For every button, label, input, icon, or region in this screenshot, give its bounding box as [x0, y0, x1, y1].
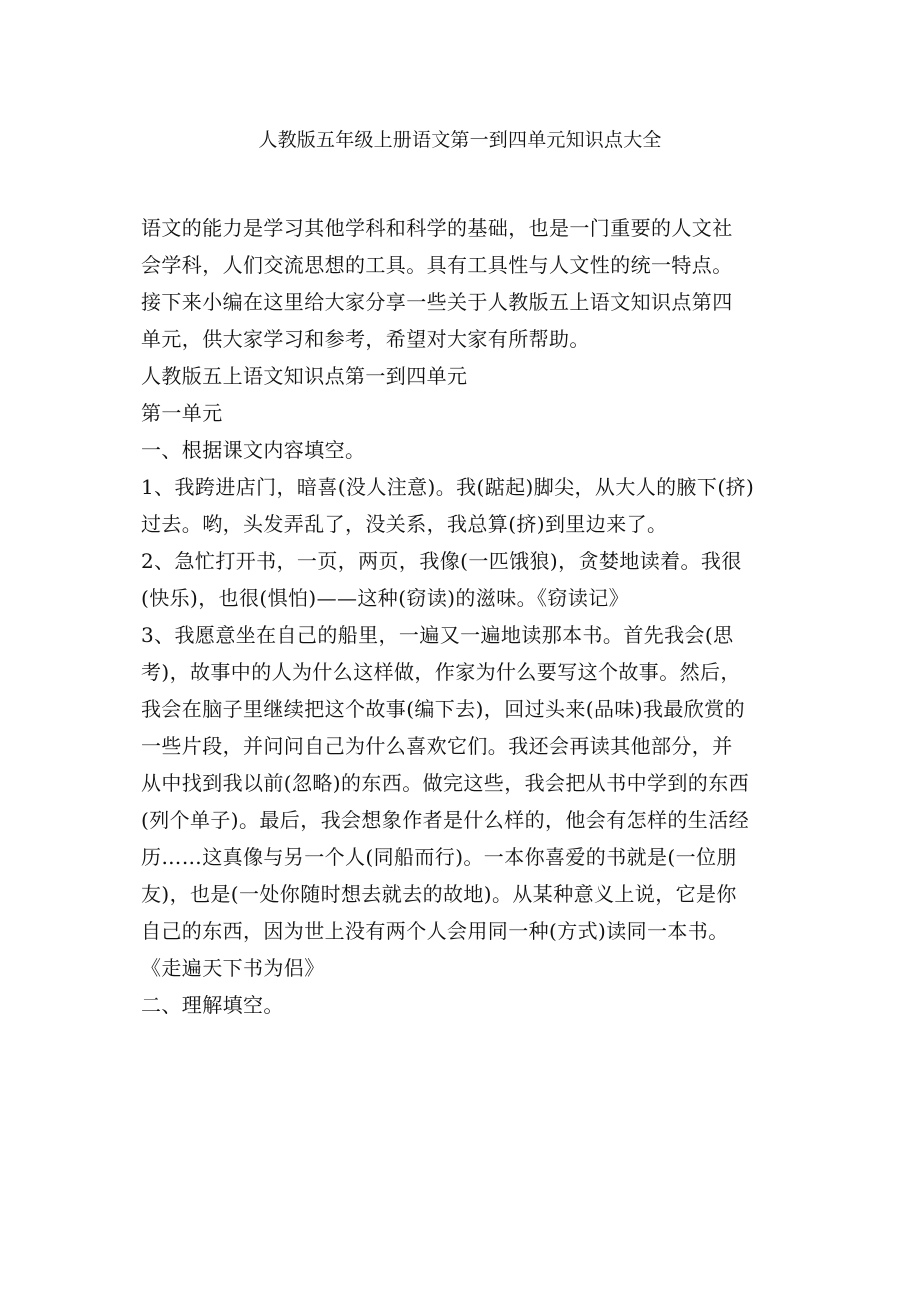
intro-line-1: 语文的能力是学习其他学科和科学的基础，也是一门重要的人文社 — [141, 216, 733, 240]
item-3-line-6: (列个单子)。最后，我会想象作者是什么样的，他会有怎样的生活经 — [141, 808, 750, 832]
item-3-line-3: 我会在脑子里继续把这个故事(编下去)，回过头来(品味)我最欣赏的 — [141, 697, 746, 721]
document-body — [141, 210, 783, 1024]
intro-line-2: 会学科，人们交流思想的工具。具有工具性与人文性的统一特点。 — [141, 253, 733, 277]
item-2-line-2: (快乐)，也很(惧怕)——这种(窃读)的滋味。《窃读记》 — [141, 586, 630, 610]
item-2-line-1: 2、急忙打开书，一页，两页，我像(一匹饿狼)，贪婪地读着。我很 — [141, 549, 742, 573]
intro-line-4: 单元，供大家学习和参考，希望对大家有所帮助。 — [141, 327, 590, 351]
part-heading-2: 二、理解填空。 — [141, 993, 284, 1017]
item-1-line-1: 1、我跨进店门，暗喜(没人注意)。我(踮起)脚尖，从大人的腋下(挤) — [141, 475, 755, 499]
item-3-line-9: 自己的东西，因为世上没有两个人会用同一种(方式)读同一本书。 — [141, 919, 729, 943]
item-1-line-2: 过去。哟，头发弄乱了，没关系，我总算(挤)到里边来了。 — [141, 512, 668, 536]
item-3-line-5: 从中找到我以前(忽略)的东西。做完这些，我会把从书中学到的东西 — [141, 771, 750, 795]
item-3-line-7: 历……这真像与另一个人(同船而行)。一本你喜爱的书就是(一位朋 — [141, 845, 737, 869]
item-3-line-2: 考)，故事中的人为什么这样做，作家为什么要写这个故事。然后， — [141, 660, 741, 684]
intro-line-3: 接下来小编在这里给大家分享一些关于人教版五上语文知识点第四 — [141, 290, 733, 314]
section-heading: 人教版五上语文知识点第一到四单元 — [141, 364, 468, 388]
item-3-line-1: 3、我愿意坐在自己的船里，一遍又一遍地读那本书。首先我会(思 — [141, 623, 734, 647]
item-3-line-4: 一些片段，并问问自己为什么喜欢它们。我还会再读其他部分，并 — [141, 734, 733, 758]
item-3-line-10: 《走遍天下书为侣》 — [141, 956, 325, 980]
document-title: 人教版五年级上册语文第一到四单元知识点大全 — [258, 129, 662, 151]
unit-heading: 第一单元 — [141, 401, 223, 425]
part-heading-1: 一、根据课文内容填空。 — [141, 438, 366, 462]
item-3-line-8: 友)，也是(一处你随时想去就去的故地)。从某种意义上说，它是你 — [141, 882, 737, 906]
